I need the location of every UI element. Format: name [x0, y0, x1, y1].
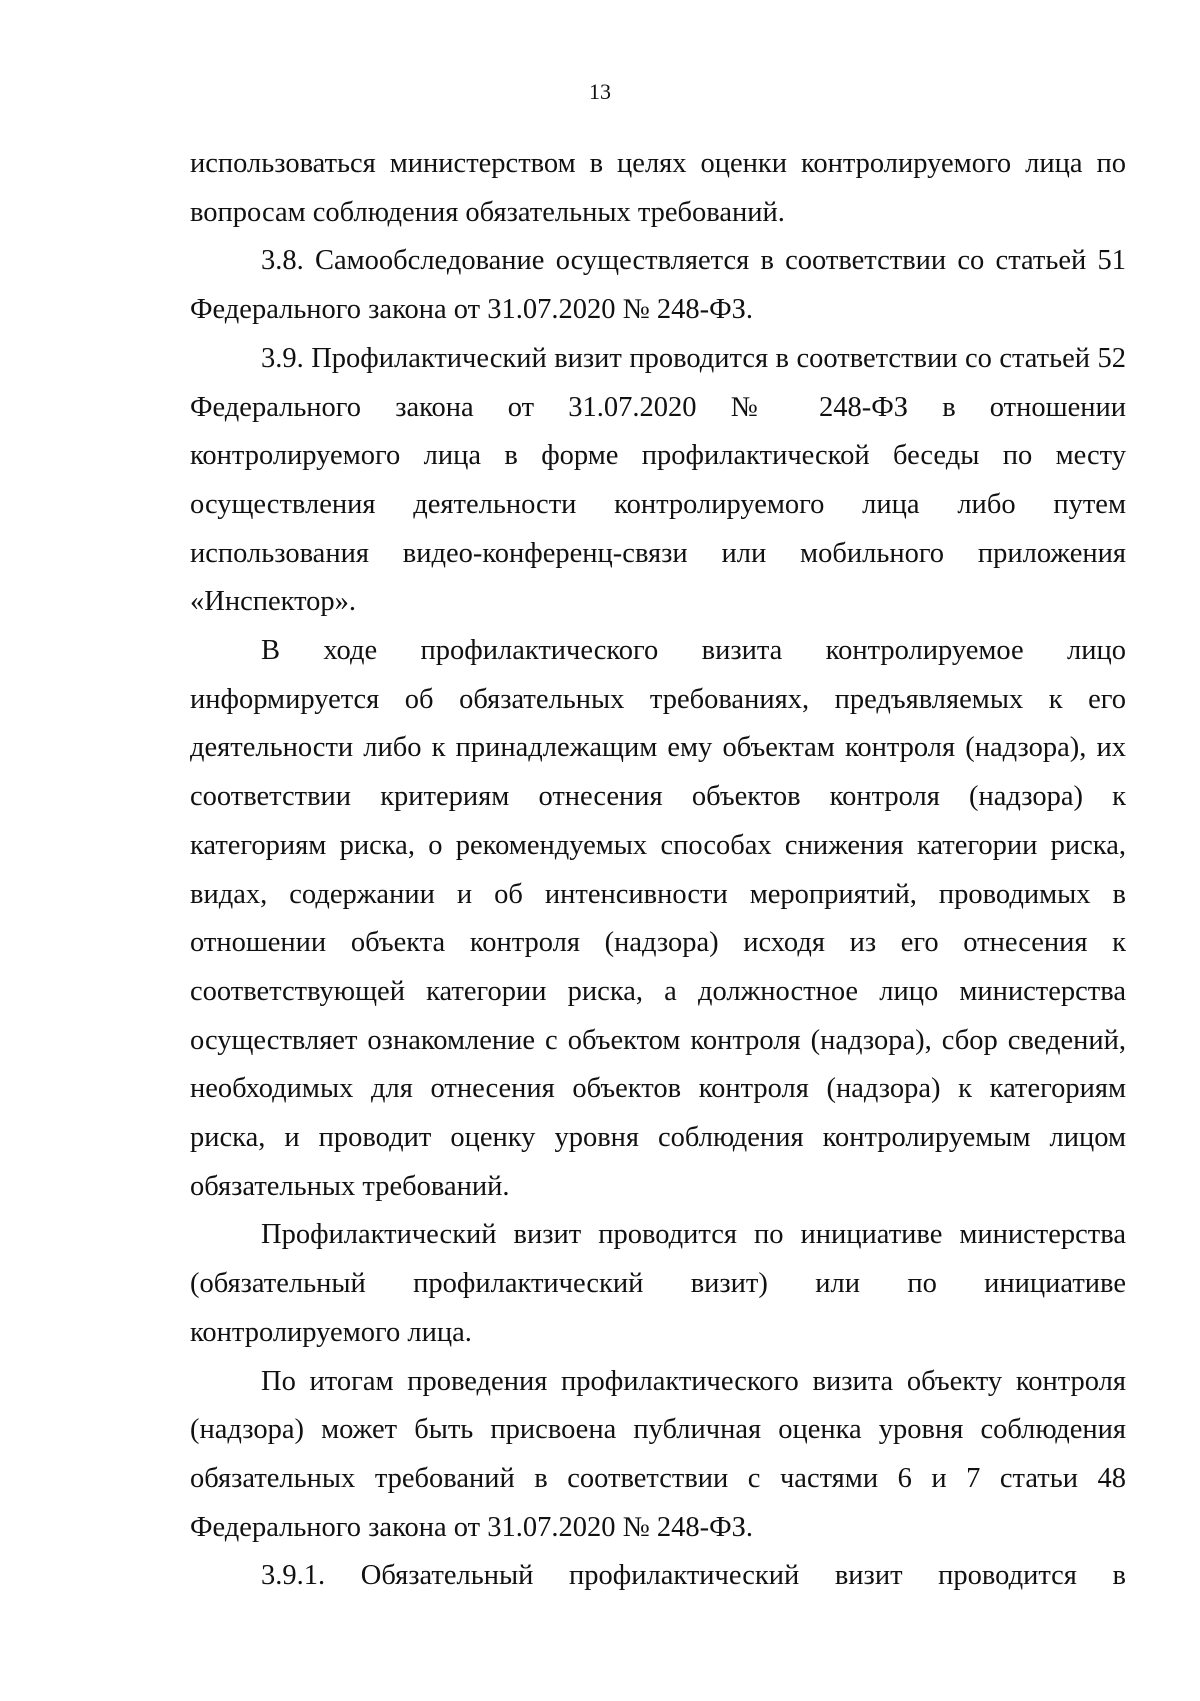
- paragraph-visit-content: В ходе профилактического визита контролируемое лицо информируется об обязательных требованиях, предъявляемых к его деятельности либо к принадлежащим ему объектам контроля (надзора), их соответствии критериям отнесения объектов контроля (надзора) к категориям риска, о рекомендуемых способах снижения категории риска, видах, содержании и об интенсивности мероприятий, проводимых в отношении объекта контроля (надзора) исходя из его отнесения к соответствующей категории риска, а должностное лицо министерства осуществляет ознакомление с объектом контроля (надзора), сбор сведений, необходимых для отнесения объектов контроля (надзора) к категориям риска, и проводит оценку уровня соблюдения контролируемым лицом обязательных требований.: [190, 635, 1126, 1202]
- paragraph-3-8: 3.8. Самообследование осуществляется в соответствии со статьей 51 Федерального закона от 31.07.2020 № 248-ФЗ.: [190, 245, 1126, 326]
- paragraph-3-9: 3.9. Профилактический визит проводится в соответствии со статьей 52 Федерального закона от 31.07.2020 № 248-ФЗ в отношении контролируемого лица в форме профилактической беседы по месту осуществления деятельности контролируемого лица либо путем использования видео-конференц-связи или мобильного приложения «Инспектор».: [190, 342, 1126, 618]
- paragraph-visit-initiative: Профилактический визит проводится по инициативе министерства (обязательный профилактический визит) или по инициативе контролируемого лица.: [190, 1219, 1126, 1348]
- document-body: [190, 140, 1126, 1601]
- paragraph-visit-results: По итогам проведения профилактического визита объекту контроля (надзора) может быть присвоена публичная оценка уровня соблюдения обязательных требований в соответствии с частями 6 и 7 статьи 48 Федерального закона от 31.07.2020 № 248-ФЗ.: [190, 1365, 1126, 1543]
- page-number: 13: [589, 79, 611, 104]
- paragraph-3-9-1: 3.9.1. Обязательный профилактический визит проводится в: [261, 1560, 1126, 1592]
- paragraph-continuation: использоваться министерством в целях оценки контролируемого лица по вопросам соблюдения обязательных требований.: [190, 148, 1126, 228]
